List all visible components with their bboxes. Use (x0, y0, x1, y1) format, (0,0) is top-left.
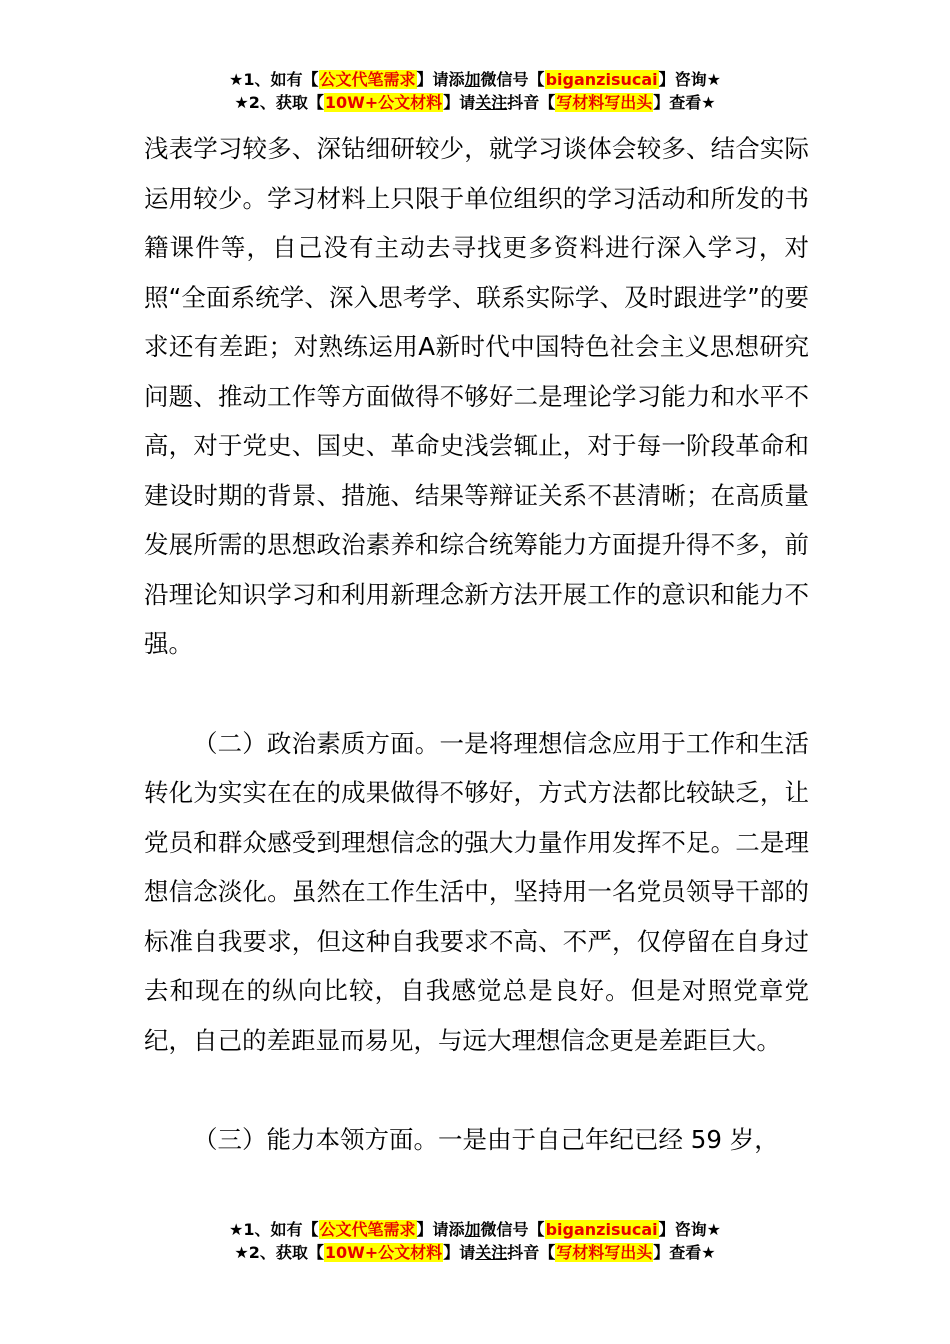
document-body (144, 124, 809, 1165)
banner-line-1 (0, 1218, 950, 1241)
highlight-tag: 公文代笔需求 (319, 70, 416, 89)
banner-text: ★2、获取【 (234, 93, 324, 112)
banner-text: 抖音【 (507, 93, 556, 112)
banner-emphasis: 关注 (475, 1243, 508, 1262)
banner-text: 】请 (443, 1243, 476, 1262)
banner-emphasis: 关注 (475, 93, 508, 112)
highlight-tag: 10W+公文材料 (324, 1243, 443, 1262)
paragraph-ability: （三）能力本领方面。一是由于自己年纪已经 59 岁， (193, 1125, 779, 1154)
banner-text: 】请添 (416, 70, 465, 89)
banner-text: 微信号【 (480, 70, 545, 89)
banner-text: 】查看★ (653, 1243, 716, 1262)
banner-text: 】请 (443, 93, 476, 112)
banner-text: 抖音【 (507, 1243, 556, 1262)
banner-emphasis: 加 (464, 1220, 481, 1239)
highlight-tag: 写材料写出头 (556, 1243, 653, 1262)
highlight-tag: 10W+公文材料 (324, 93, 443, 112)
highlight-tag: biganzisucai (545, 70, 658, 89)
banner-text: 微信号【 (480, 1220, 545, 1239)
highlight-tag: biganzisucai (545, 1220, 658, 1239)
paragraph-gap (144, 669, 809, 719)
paragraph-political-quality: （二）政治素质方面。一是将理想信念应用于工作和生活转化为实实在在的成果做得不够好，方式方法都比较缺乏，让党员和群众感受到理想信念的强大力量作用发挥不足。二是理想信念淡化。虽然在工作生活中，坚持用一名党员领导干部的标准自我要求，但这种自我要求不高、不严，仅停留在自身过去和现在的纵向比较，自我感觉总是良好。但是对照党章党纪，自己的差距显而易见，与远大理想信念更是差距巨大。 (144, 728, 809, 1055)
banner-text: ★2、获取【 (234, 1243, 324, 1262)
banner-line-2 (0, 1241, 950, 1264)
banner-text: ★1、如有【 (229, 1220, 319, 1239)
banner-text: 】咨询★ (658, 70, 721, 89)
banner-text: 】请添 (416, 1220, 465, 1239)
highlight-tag: 公文代笔需求 (319, 1220, 416, 1239)
paragraph-theory-study: 浅表学习较多、深钻细研较少，就学习谈体会较多、结合实际运用较少。学习材料上只限于单位组织的学习活动和所发的书籍课件等，自己没有主动去寻找更多资料进行深入学习，对照“全面系统学、深入思考学、联系实际学、及时跟进学”的要求还有差距；对熟练运用A新时代中国特色社会主义思想研究问题、推动工作等方面做得不够好二是理论学习能力和水平不高，对于党史、国史、革命史浅尝辄止，对于每一阶段革命和建设时期的背景、措施、结果等辩证关系不甚清晰；在高质量发展所需的思想政治素养和综合统筹能力方面提升得不多，前沿理论知识学习和利用新理念新方法开展工作的意识和能力不强。 (144, 134, 809, 658)
banner-text: 】咨询★ (658, 1220, 721, 1239)
highlight-tag: 写材料写出头 (556, 93, 653, 112)
banner-line-2 (0, 91, 950, 114)
header-banner (0, 68, 950, 114)
banner-emphasis: 加 (464, 70, 481, 89)
banner-text: 】查看★ (653, 93, 716, 112)
banner-text: ★1、如有【 (229, 70, 319, 89)
paragraph-gap (144, 1065, 809, 1115)
banner-line-1 (0, 68, 950, 91)
footer-banner (0, 1218, 950, 1264)
